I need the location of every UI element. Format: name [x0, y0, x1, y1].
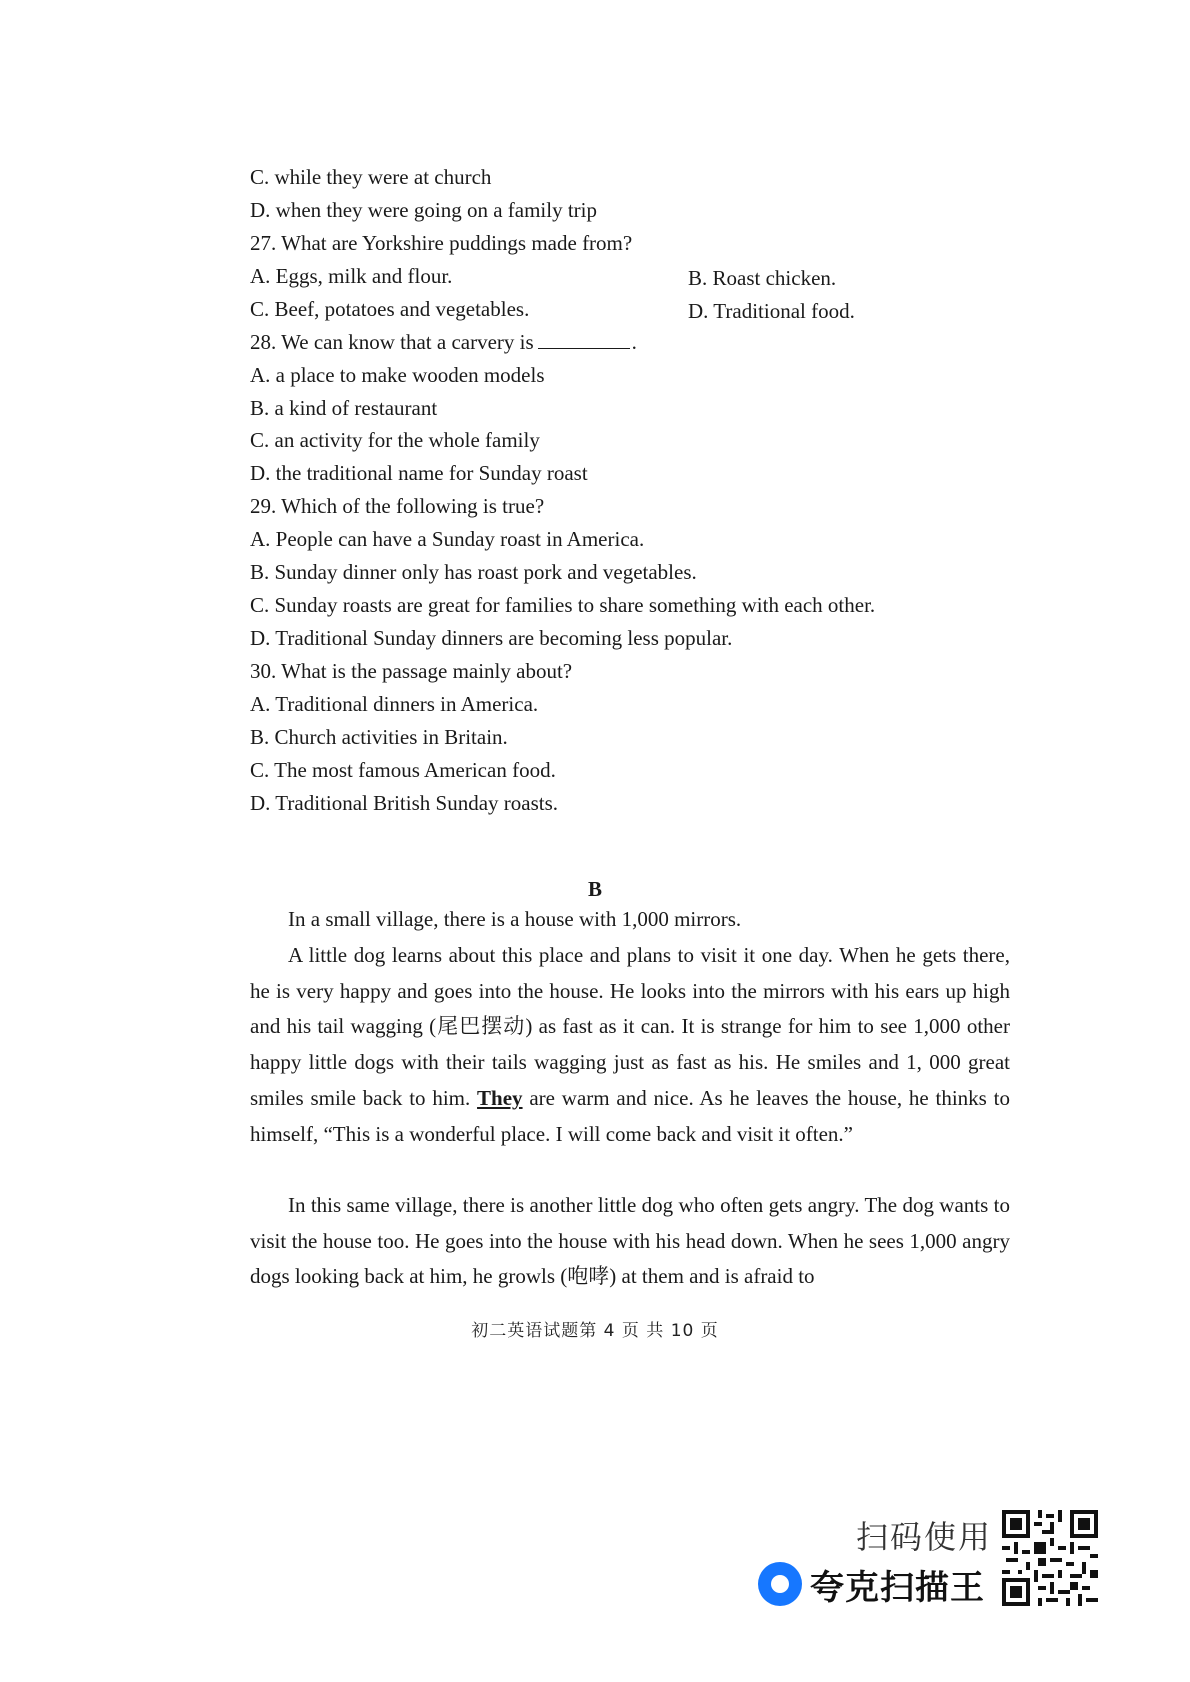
q26-option-c: C. while they were at church	[250, 165, 492, 189]
q27-option-b: B. Roast chicken.	[688, 266, 837, 290]
scan-to-use-label: 扫码使用	[856, 1518, 993, 1556]
passage-p2-text-end: are warm and nice. As he leaves the house, he thinks to himself, “This is a wonderful place. I will come back and visit it often.”	[250, 1085, 1010, 1146]
passage-p2-text: A little dog learns about this place and plans to visit it one day. When he gets there, he is very happy and goes into the house. He looks into the mirrors with his ears up high and his tail wagging (尾巴摆动) as fast as it can. It is strange for him to see 1,000 other happy little dogs with their tails wagging just as fast as his. He smiles and 1, 000 great smiles smile back to him.	[250, 943, 1010, 1110]
q29-stem: 29. Which of the following is true?	[250, 494, 545, 518]
q28-stem	[250, 329, 637, 355]
q30-stem: 30. What is the passage mainly about?	[250, 659, 573, 683]
q29-option-c: C. Sunday roasts are great for families to share something with each other.	[250, 593, 876, 617]
section-b-title: B	[587, 877, 602, 901]
q27-stem: 27. What are Yorkshire puddings made from?	[250, 231, 633, 255]
passage-paragraph-1: In a small village, there is a house with 1,000 mirrors.	[288, 907, 742, 931]
q27-option-d: D. Traditional food.	[688, 299, 855, 323]
q28-option-d: D. the traditional name for Sunday roast	[250, 461, 588, 485]
q27-option-c: C. Beef, potatoes and vegetables.	[250, 297, 530, 321]
q30-option-d: D. Traditional British Sunday roasts.	[250, 791, 559, 815]
q28-stem-text: 28. We can know that a carvery is	[250, 330, 534, 354]
q30-option-a: A. Traditional dinners in America.	[250, 692, 539, 716]
brand-name: 夸克扫描王	[810, 1567, 985, 1608]
answer-blank	[538, 330, 630, 349]
q29-option-b: B. Sunday dinner only has roast pork and vegetables.	[250, 560, 697, 584]
underlined-word-they: They	[477, 1085, 523, 1110]
q29-option-d: D. Traditional Sunday dinners are becoming less popular.	[250, 626, 733, 650]
q28-option-b: B. a kind of restaurant	[250, 396, 438, 420]
passage-paragraph-3: In this same village, there is another little dog who often gets angry. The dog wants to visit the house too. He goes into the house with his head down. When he sees 1,000 angry dogs looking back at him, he growls (咆哮) at them and is afraid to	[250, 1193, 1010, 1289]
q30-option-b: B. Church activities in Britain.	[250, 725, 508, 749]
quark-logo-icon	[758, 1562, 802, 1606]
q30-option-c: C. The most famous American food.	[250, 758, 556, 782]
q29-option-a: A. People can have a Sunday roast in America.	[250, 527, 645, 551]
q28-stem-end: .	[631, 330, 637, 354]
passage-paragraph-2	[250, 938, 1010, 1152]
scanner-brand	[758, 1560, 985, 1608]
q27-option-a: A. Eggs, milk and flour.	[250, 264, 453, 288]
q28-option-c: C. an activity for the whole family	[250, 428, 540, 452]
qr-code-icon[interactable]	[1002, 1510, 1098, 1606]
page-footer: 初二英语试题第 4 页 共 10 页	[471, 1321, 719, 1341]
q28-option-a: A. a place to make wooden models	[250, 363, 545, 387]
q26-option-d: D. when they were going on a family trip	[250, 198, 597, 222]
